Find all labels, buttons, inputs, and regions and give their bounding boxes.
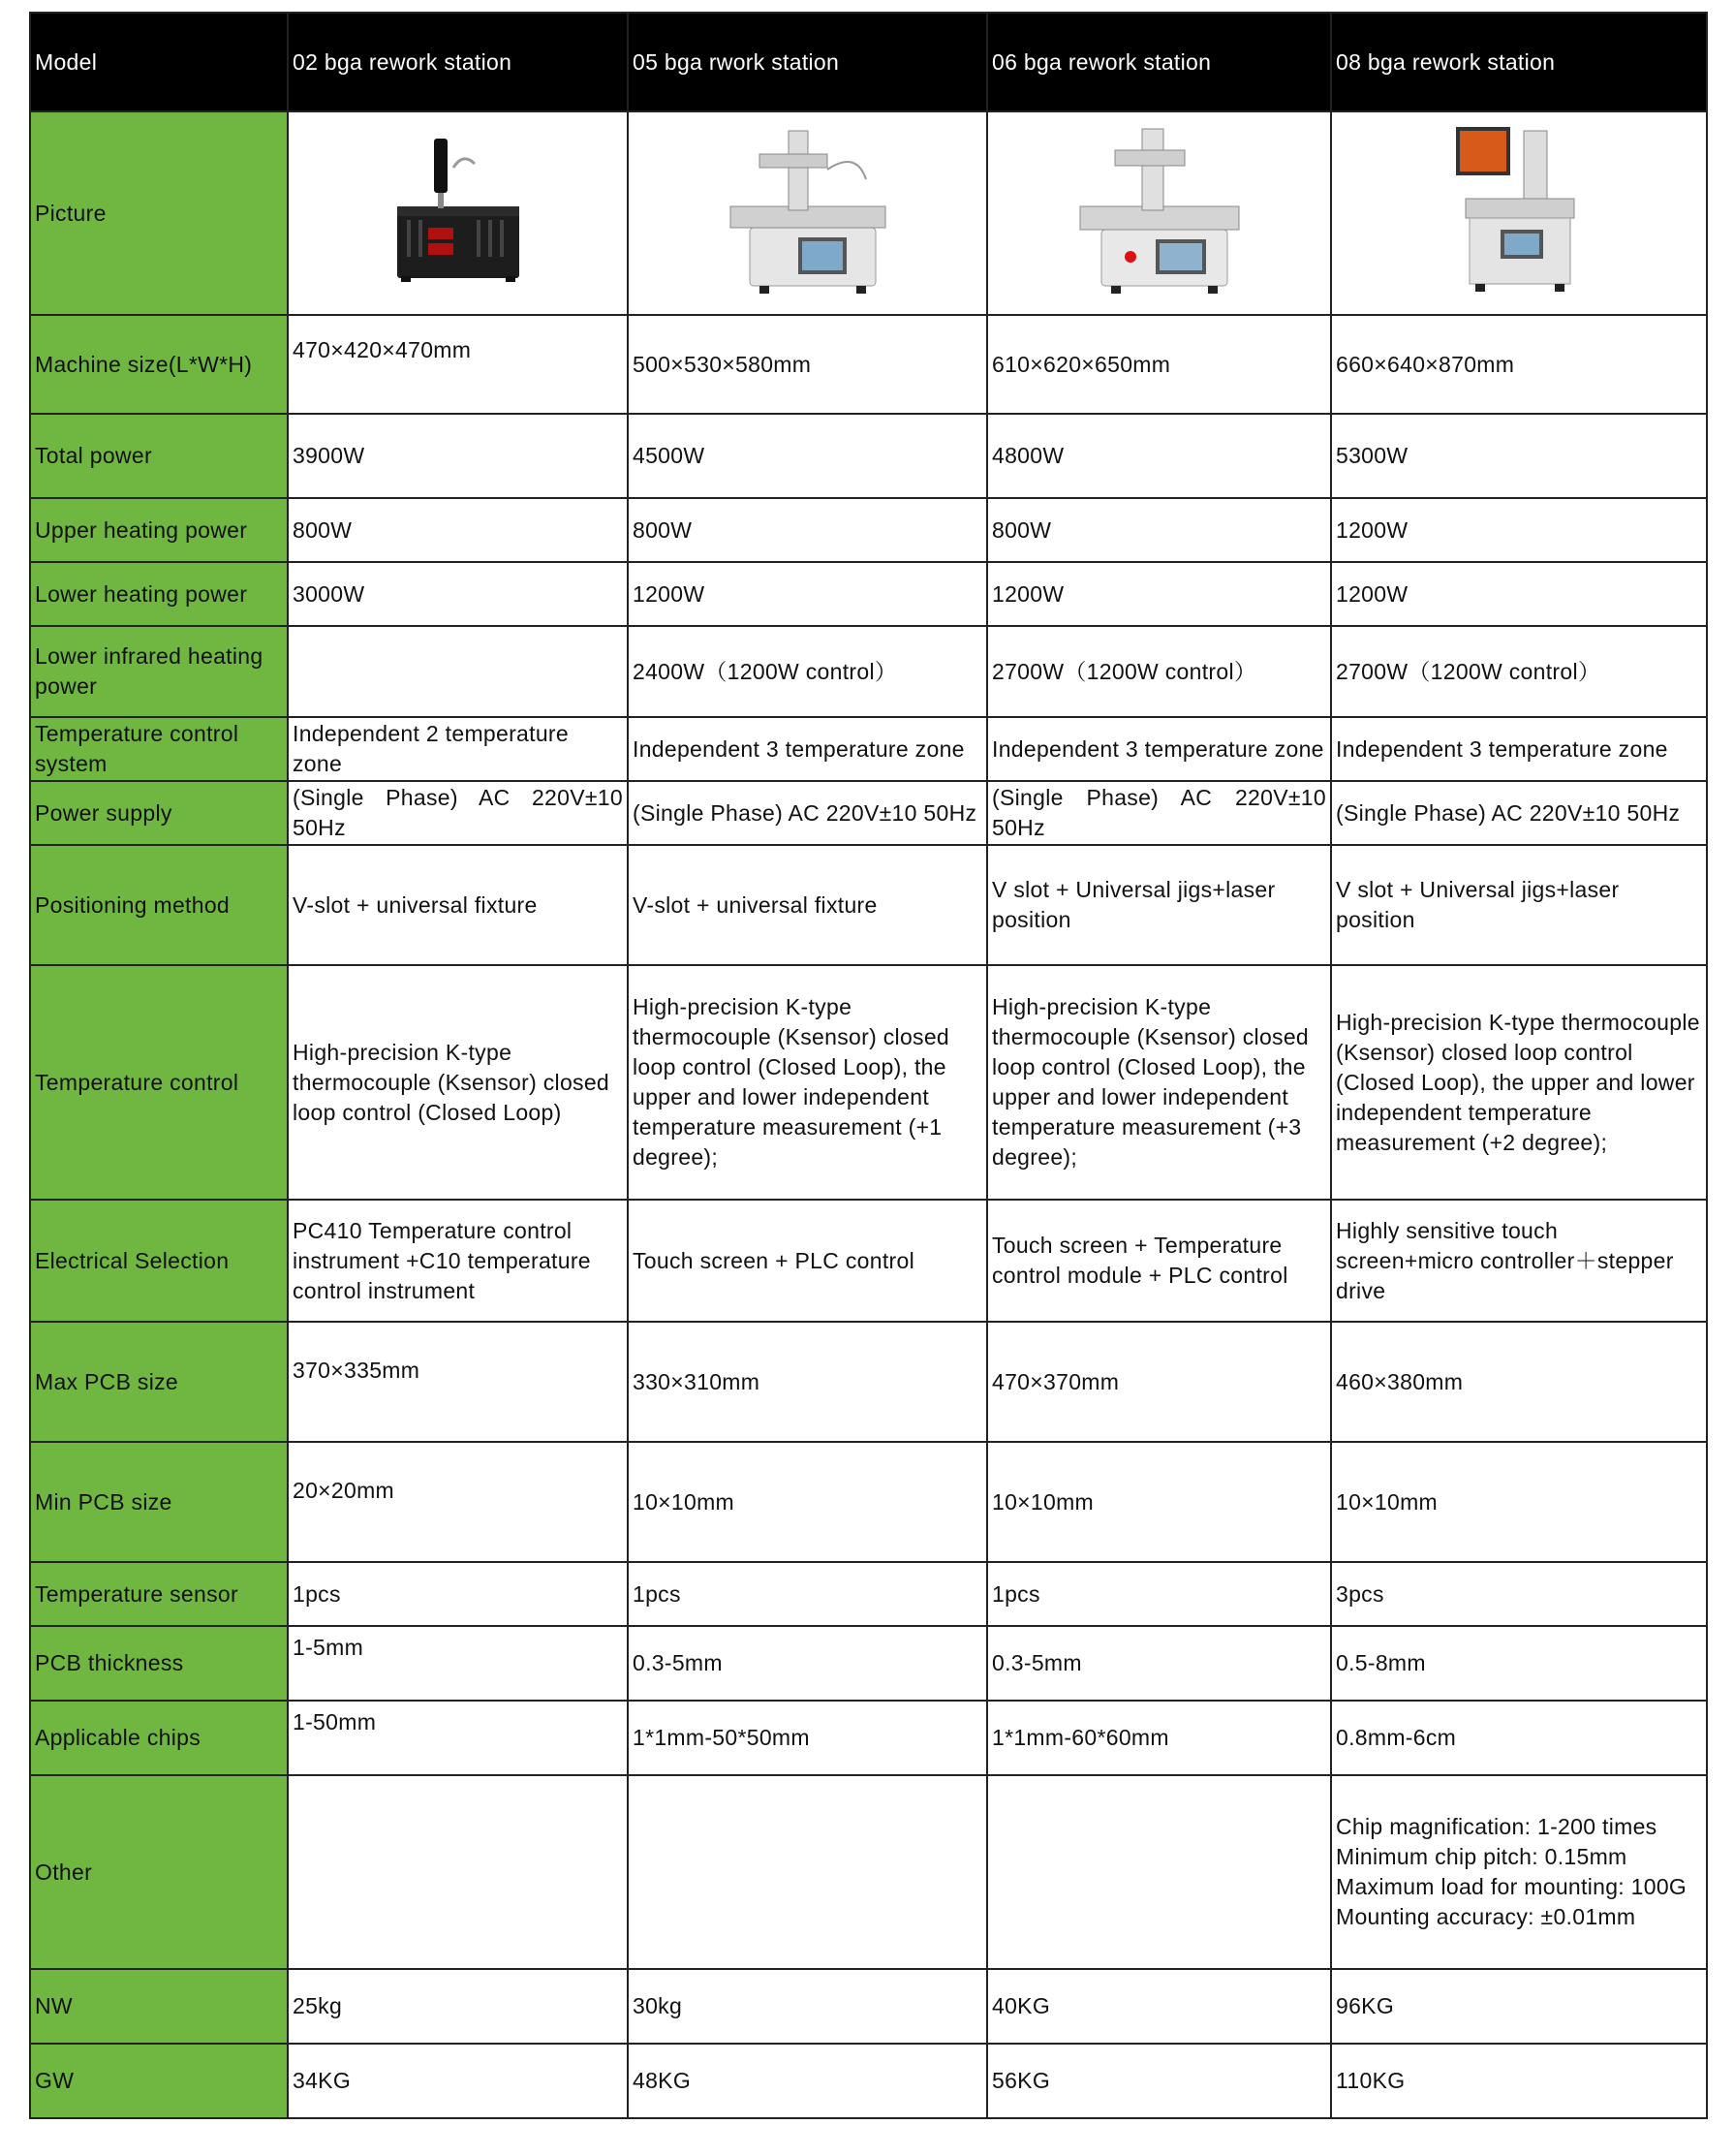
table-cell: 2400W（1200W control） [628,626,987,717]
table-row [30,1626,1707,1701]
row-label: Picture [30,111,288,315]
header-label: Model [30,13,288,111]
table-cell: 25kg [288,1969,628,2044]
bga-rework-station-02-photo [376,131,541,296]
table-cell: V slot + Universal jigs+laser position [1331,845,1707,965]
table-cell: 1200W [628,562,987,626]
table-row [30,1442,1707,1562]
row-label: NW [30,1969,288,2044]
model-name: 02 bga rework station [288,13,628,111]
table-cell: High-precision K-type thermocouple (Ksensor) closed loop control (Closed Loop), the upper and lower independent temperature measurement (+1 degree); [628,965,987,1200]
table-row [30,2044,1707,2118]
table-cell: Independent 3 temperature zone [1331,717,1707,781]
picture-cell [288,111,628,315]
table-cell: 470×370mm [987,1322,1331,1442]
table-cell: (Single Phase) AC 220V±10 50Hz [987,781,1331,845]
table-cell: 800W [288,498,628,562]
table-cell: 96KG [1331,1969,1707,2044]
row-label: PCB thickness [30,1626,288,1701]
table-cell: Touch screen + Temperature control module + PLC control [987,1200,1331,1322]
row-label: Electrical Selection [30,1200,288,1322]
row-label: Other [30,1775,288,1969]
table-cell: High-precision K-type thermocouple (Ksensor) closed loop control (Closed Loop), the upper and lower independent temperature measurement (+3 degree); [987,965,1331,1200]
row-label: GW [30,2044,288,2118]
bga-rework-station-05-photo [721,121,895,305]
table-cell: 1pcs [288,1562,628,1626]
row-label: Max PCB size [30,1322,288,1442]
table-cell: 2700W（1200W control） [1331,626,1707,717]
table-cell: 800W [987,498,1331,562]
table-cell: 800W [628,498,987,562]
table-cell: 1pcs [628,1562,987,1626]
table-cell: 2700W（1200W control） [987,626,1331,717]
table-cell: 610×620×650mm [987,315,1331,414]
table-cell: 56KG [987,2044,1331,2118]
table-cell: PC410 Temperature control instrument +C10 temperature control instrument [288,1200,628,1322]
table-cell: 0.3-5mm [987,1626,1331,1701]
row-label: Temperature control [30,965,288,1200]
table-cell: V slot + Universal jigs+laser position [987,845,1331,965]
table-cell: Chip magnification: 1-200 times Minimum chip pitch: 0.15mm Maximum load for mounting: 100G Mounting accuracy: ±0.01mm [1331,1775,1707,1969]
row-label: Lower infrared heating power [30,626,288,717]
table-cell [288,626,628,717]
table-cell: 4800W [987,414,1331,498]
table-cell: 3000W [288,562,628,626]
table-row [30,1701,1707,1775]
table-cell: 330×310mm [628,1322,987,1442]
table-cell: 40KG [987,1969,1331,2044]
table-cell: 1*1mm-60*60mm [987,1701,1331,1775]
table-cell: (Single Phase) AC 220V±10 50Hz [628,781,987,845]
table-cell: V-slot + universal fixture [288,845,628,965]
spec-comparison-table [29,12,1708,2119]
table-cell: High-precision K-type thermocouple (Ksensor) closed loop control (Closed Loop) [288,965,628,1200]
table-cell: 4500W [628,414,987,498]
table-cell: 500×530×580mm [628,315,987,414]
table-cell: (Single Phase) AC 220V±10 50Hz [288,781,628,845]
bga-rework-station-08-photo [1446,121,1592,305]
table-cell: 30kg [628,1969,987,2044]
table-cell: 0.5-8mm [1331,1626,1707,1701]
table-cell [288,1775,628,1969]
row-label: Temperature sensor [30,1562,288,1626]
table-cell: Highly sensitive touch screen+micro controller＋stepper drive [1331,1200,1707,1322]
table-cell: 460×380mm [1331,1322,1707,1442]
table-row [30,845,1707,965]
table-cell: 0.3-5mm [628,1626,987,1701]
table-cell: Touch screen + PLC control [628,1200,987,1322]
table-cell: 470×420×470mm [288,315,628,414]
model-name: 08 bga rework station [1331,13,1707,111]
row-label: Total power [30,414,288,498]
table-cell: 370×335mm [288,1322,628,1442]
table-cell: 10×10mm [1331,1442,1707,1562]
table-cell: 1200W [1331,562,1707,626]
table-cell: V-slot + universal fixture [628,845,987,965]
row-label: Upper heating power [30,498,288,562]
table-row [30,626,1707,717]
table-cell: 3pcs [1331,1562,1707,1626]
table-cell: 1pcs [987,1562,1331,1626]
table-cell: Independent 2 temperature zone [288,717,628,781]
model-name: 06 bga rework station [987,13,1331,111]
table-cell: 1-5mm [288,1626,628,1701]
table-cell: 5300W [1331,414,1707,498]
table-cell: 34KG [288,2044,628,2118]
table-cell: 20×20mm [288,1442,628,1562]
table-cell: 48KG [628,2044,987,2118]
row-label: Lower heating power [30,562,288,626]
row-label: Applicable chips [30,1701,288,1775]
table-cell [987,1775,1331,1969]
table-cell [628,1775,987,1969]
table-row [30,1775,1707,1969]
table-row [30,1562,1707,1626]
table-cell: High-precision K-type thermocouple (Ksensor) closed loop control (Closed Loop), the upper and lower independent temperature measurement (+2 degree); [1331,965,1707,1200]
picture-cell [987,111,1331,315]
table-cell: 10×10mm [987,1442,1331,1562]
table-row [30,1200,1707,1322]
row-label: Min PCB size [30,1442,288,1562]
table-cell: 1200W [987,562,1331,626]
table-cell: (Single Phase) AC 220V±10 50Hz [1331,781,1707,845]
table-row [30,562,1707,626]
row-label: Positioning method [30,845,288,965]
picture-row [30,111,1707,315]
table-cell: 10×10mm [628,1442,987,1562]
table-row [30,315,1707,414]
row-label: Machine size(L*W*H) [30,315,288,414]
picture-cell [1331,111,1707,315]
table-row [30,717,1707,781]
table-row [30,414,1707,498]
row-label: Power supply [30,781,288,845]
table-cell: Independent 3 temperature zone [987,717,1331,781]
table-row [30,498,1707,562]
table-row [30,781,1707,845]
model-name: 05 bga rwork station [628,13,987,111]
table-cell: Independent 3 temperature zone [628,717,987,781]
table-row [30,1969,1707,2044]
table-cell: 1*1mm-50*50mm [628,1701,987,1775]
row-label: Temperature control system [30,717,288,781]
table-cell: 1200W [1331,498,1707,562]
header-row [30,13,1707,111]
table-cell: 0.8mm-6cm [1331,1701,1707,1775]
bga-rework-station-06-photo [1072,121,1247,305]
picture-cell [628,111,987,315]
table-cell: 110KG [1331,2044,1707,2118]
table-row [30,1322,1707,1442]
table-cell: 3900W [288,414,628,498]
table-row [30,965,1707,1200]
table-cell: 660×640×870mm [1331,315,1707,414]
table-cell: 1-50mm [288,1701,628,1775]
